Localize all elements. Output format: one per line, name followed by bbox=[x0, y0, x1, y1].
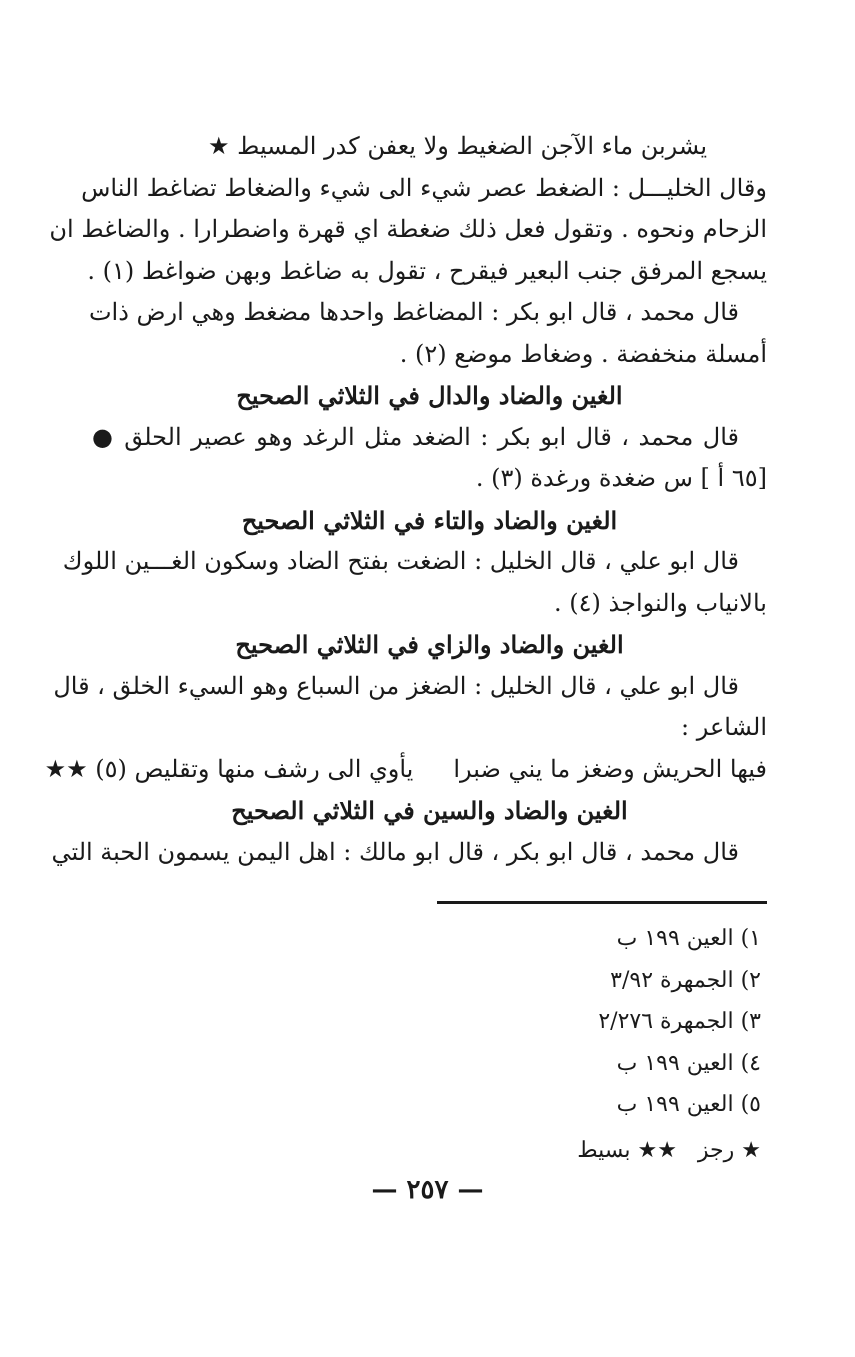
text-line: الزحام ونحوه . وتقول فعل ذلك ضغطة اي قهرة واضطرارا . والضاغط ان bbox=[49, 215, 767, 243]
text-line: قال محمد ، قال ابو بكر : المضاغط واحدها مضغط وهي ارض ذات bbox=[88, 298, 739, 326]
footnote: ٥) العين ١٩٩ ب bbox=[616, 1092, 761, 1117]
text-line: أمسلة منخفضة . وضغاط موضع (٢) . bbox=[399, 339, 767, 368]
footnote: ٣) الجمهرة ٢/٢٧٦ bbox=[598, 1009, 761, 1034]
poem-verse bbox=[44, 749, 767, 791]
text-line: يسجع المرفق جنب البعير فيقرح ، تقول به ضاغط وبهن ضواغط (١) . bbox=[87, 256, 767, 285]
verse-second-hemistich: يأوي الى رشف منها وتقليص (٥) ★★ bbox=[44, 754, 414, 783]
text-line: الشاعر : bbox=[681, 713, 767, 741]
footnote-divider bbox=[437, 901, 767, 904]
verse-line: يشربن ماء الآجن الضغيط ولا يعفن كدر المسيط ★ bbox=[208, 132, 707, 160]
text-line: قال ابو علي ، قال الخليل : الضغز من السباع وهو السيء الخلق ، قال bbox=[53, 671, 739, 700]
footnote: ٢) الجمهرة ٣/٩٢ bbox=[610, 967, 761, 993]
text-line: [٦٥ أ ] س ضغدة ورغدة (٣) . bbox=[475, 464, 767, 492]
footnote: ١) العين ١٩٩ ب bbox=[616, 926, 761, 951]
footnotes bbox=[92, 918, 767, 1171]
section-heading: الغين والضاد والدال في الثلاثي الصحيح bbox=[236, 381, 623, 410]
text-line: قال محمد ، قال ابو بكر ، قال ابو مالك : اهل اليمن يسمون الحبة التي bbox=[51, 837, 739, 866]
verse-first-hemistich: فيها الحريش وضغز ما يني ضبرا bbox=[453, 754, 767, 783]
text-line: قال ابو علي ، قال الخليل : الضغت بفتح الضاد وسكون الغـــين اللوك bbox=[62, 547, 739, 575]
page-number: — ٢٥٧ — bbox=[371, 1175, 484, 1205]
text-line: وقال الخليـــل : الضغط عصر شيء الى شيء والضغاط تضاغط الناس bbox=[81, 173, 767, 202]
footnote: ٤) العين ١٩٩ ب bbox=[616, 1050, 761, 1076]
section-heading: الغين والضاد والسين في الثلاثي الصحيح bbox=[231, 796, 628, 825]
text-line: قال محمد ، قال ابو بكر : الضغد مثل الرغد وهو عصير الحلق ● bbox=[92, 422, 739, 451]
section-heading: الغين والضاد والتاء في الثلاثي الصحيح bbox=[241, 505, 618, 535]
text-line: بالانياب والنواجذ (٤) . bbox=[554, 588, 767, 617]
meter-note: ★ رجز ★★ بسيط bbox=[577, 1137, 761, 1163]
section-heading: الغين والضاد والزاي في الثلاثي الصحيح bbox=[235, 630, 624, 659]
